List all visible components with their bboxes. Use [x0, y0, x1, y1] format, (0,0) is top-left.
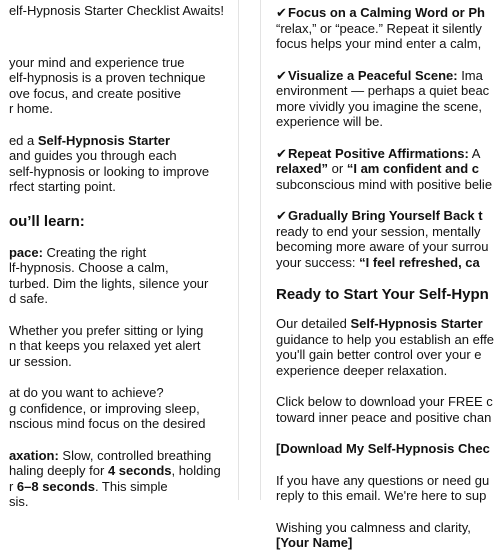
item-line: ready to end your session, mentally	[276, 223, 481, 239]
intro-paragraph	[9, 55, 224, 117]
learn-heading: ou’ll learn:	[8, 212, 85, 230]
starter-bold: Self-Hypnosis Starter	[37, 132, 171, 148]
detail-line: experience deeper relaxation.	[276, 362, 448, 378]
item-line	[276, 255, 494, 271]
item-line: environment — perhaps a quiet beac	[276, 83, 490, 98]
left-column-content	[9, 3, 224, 510]
step-line: turbed. Dim the lights, silence your	[8, 275, 209, 291]
detail-bold: Self-Hypnosis Starter	[350, 316, 483, 331]
step-goal	[9, 385, 224, 432]
starter-line	[9, 133, 224, 149]
item-line: focus helps your mind enter a calm,	[276, 36, 482, 51]
download-link[interactable]	[276, 441, 494, 457]
check-mark-icon: ✔	[276, 208, 287, 223]
text: or	[328, 161, 347, 176]
click-line: Click below to download your FREE c	[276, 394, 493, 409]
step-line: g confidence, or improving sleep,	[8, 400, 200, 416]
item-title: Visualize a Peaceful Scene:	[288, 67, 458, 83]
click-line: toward inner peace and positive chan	[276, 409, 492, 425]
detail-line: you'll gain better control over your e	[276, 347, 482, 362]
step-line: n that keeps you relaxed yet alert	[8, 338, 201, 353]
item-title: Gradually Bring Yourself Back t	[288, 208, 483, 223]
step-line	[9, 448, 224, 464]
starter-paragraph	[9, 133, 224, 195]
questions-paragraph	[276, 473, 494, 504]
step-line	[9, 479, 224, 495]
item-visualize	[276, 68, 494, 130]
text: , holding	[171, 463, 221, 478]
item-line	[276, 161, 494, 177]
item-line: more vividly you imagine the scene,	[276, 98, 482, 114]
detail-line	[276, 316, 494, 332]
intro-line: your mind and experience true	[8, 54, 185, 70]
signature	[276, 535, 494, 551]
item-title: Focus on a Calming Word or Ph	[288, 5, 485, 20]
item-line: becoming more aware of your surrou	[276, 239, 489, 254]
step-line: ur session.	[8, 353, 72, 369]
step-bold: 4 seconds	[107, 463, 172, 478]
text: ed a	[8, 132, 38, 148]
item-line: subconscious mind with positive belie	[276, 176, 493, 192]
affirmation-bold: “I am confident and c	[346, 161, 480, 176]
click-paragraph	[276, 394, 494, 425]
right-column-content	[276, 5, 494, 551]
step-bold: pace:	[8, 244, 43, 260]
checklist-heading: elf-Hypnosis Starter Checklist Awaits!	[8, 3, 224, 18]
ready-heading: Ready to Start Your Self-Hypn	[276, 286, 489, 303]
step-posture	[9, 323, 224, 370]
step-line	[9, 463, 224, 479]
step-line: Whether you prefer sitting or lying	[8, 322, 204, 338]
item-bring-back	[276, 208, 494, 270]
step-space	[9, 245, 224, 307]
item-title: Repeat Positive Affirmations:	[288, 145, 469, 161]
intro-line: r home.	[8, 101, 54, 116]
check-mark-icon: ✔	[276, 145, 287, 161]
item-affirmations	[276, 146, 494, 193]
text: A	[468, 145, 481, 161]
intro-line: elf-hypnosis is a proven technique	[8, 70, 206, 85]
step-line: sis.	[8, 494, 29, 509]
text: Ima	[457, 67, 483, 83]
intro-line: ove focus, and create positive	[8, 85, 181, 101]
item-line	[276, 146, 494, 162]
text: your success:	[276, 254, 360, 270]
right-column	[260, 0, 501, 550]
text: r	[8, 478, 17, 494]
text: . This simple	[94, 478, 168, 494]
text: Slow, controlled breathing	[58, 447, 212, 463]
starter-line: and guides you through each	[8, 148, 177, 163]
text: Creating the right	[42, 244, 147, 260]
step-relaxation	[9, 448, 224, 510]
item-line	[276, 68, 494, 84]
detail-line: guidance to help you establish an effe	[276, 331, 495, 347]
signature-name: [Your Name]	[276, 535, 353, 550]
questions-line: If you have any questions or need gu	[276, 472, 490, 488]
item-line	[276, 208, 494, 224]
text: Our detailed	[276, 316, 351, 331]
step-line	[9, 245, 224, 261]
check-mark-icon: ✔	[276, 5, 287, 20]
starter-line: rfect starting point.	[8, 179, 116, 194]
step-bold: 6–8 seconds	[16, 478, 95, 494]
step-bold: axation:	[8, 447, 59, 463]
item-line	[276, 5, 494, 21]
text: haling deeply for	[8, 463, 108, 478]
step-line: lf-hypnosis. Choose a calm,	[8, 260, 169, 275]
step-line: nscious mind focus on the desired	[8, 416, 206, 431]
item-line: experience will be.	[276, 114, 383, 129]
item-focus-word	[276, 5, 494, 52]
left-column	[0, 0, 239, 509]
signoff: Wishing you calmness and clarity,	[276, 519, 471, 535]
questions-line: reply to this email. We're here to sup	[276, 488, 487, 503]
step-line: at do you want to achieve?	[8, 385, 164, 400]
check-mark-icon: ✔	[276, 67, 287, 83]
detailed-paragraph	[276, 316, 494, 378]
affirmation-bold: “I feel refreshed, ca	[359, 254, 480, 270]
step-line: d safe.	[8, 291, 48, 306]
download-link-label: [Download My Self-Hypnosis Chec	[276, 441, 490, 456]
affirmation-bold: relaxed”	[276, 161, 329, 176]
starter-line: self-hypnosis or looking to improve	[8, 163, 210, 179]
item-line: “relax,” or “peace.” Repeat it silently	[276, 20, 482, 36]
